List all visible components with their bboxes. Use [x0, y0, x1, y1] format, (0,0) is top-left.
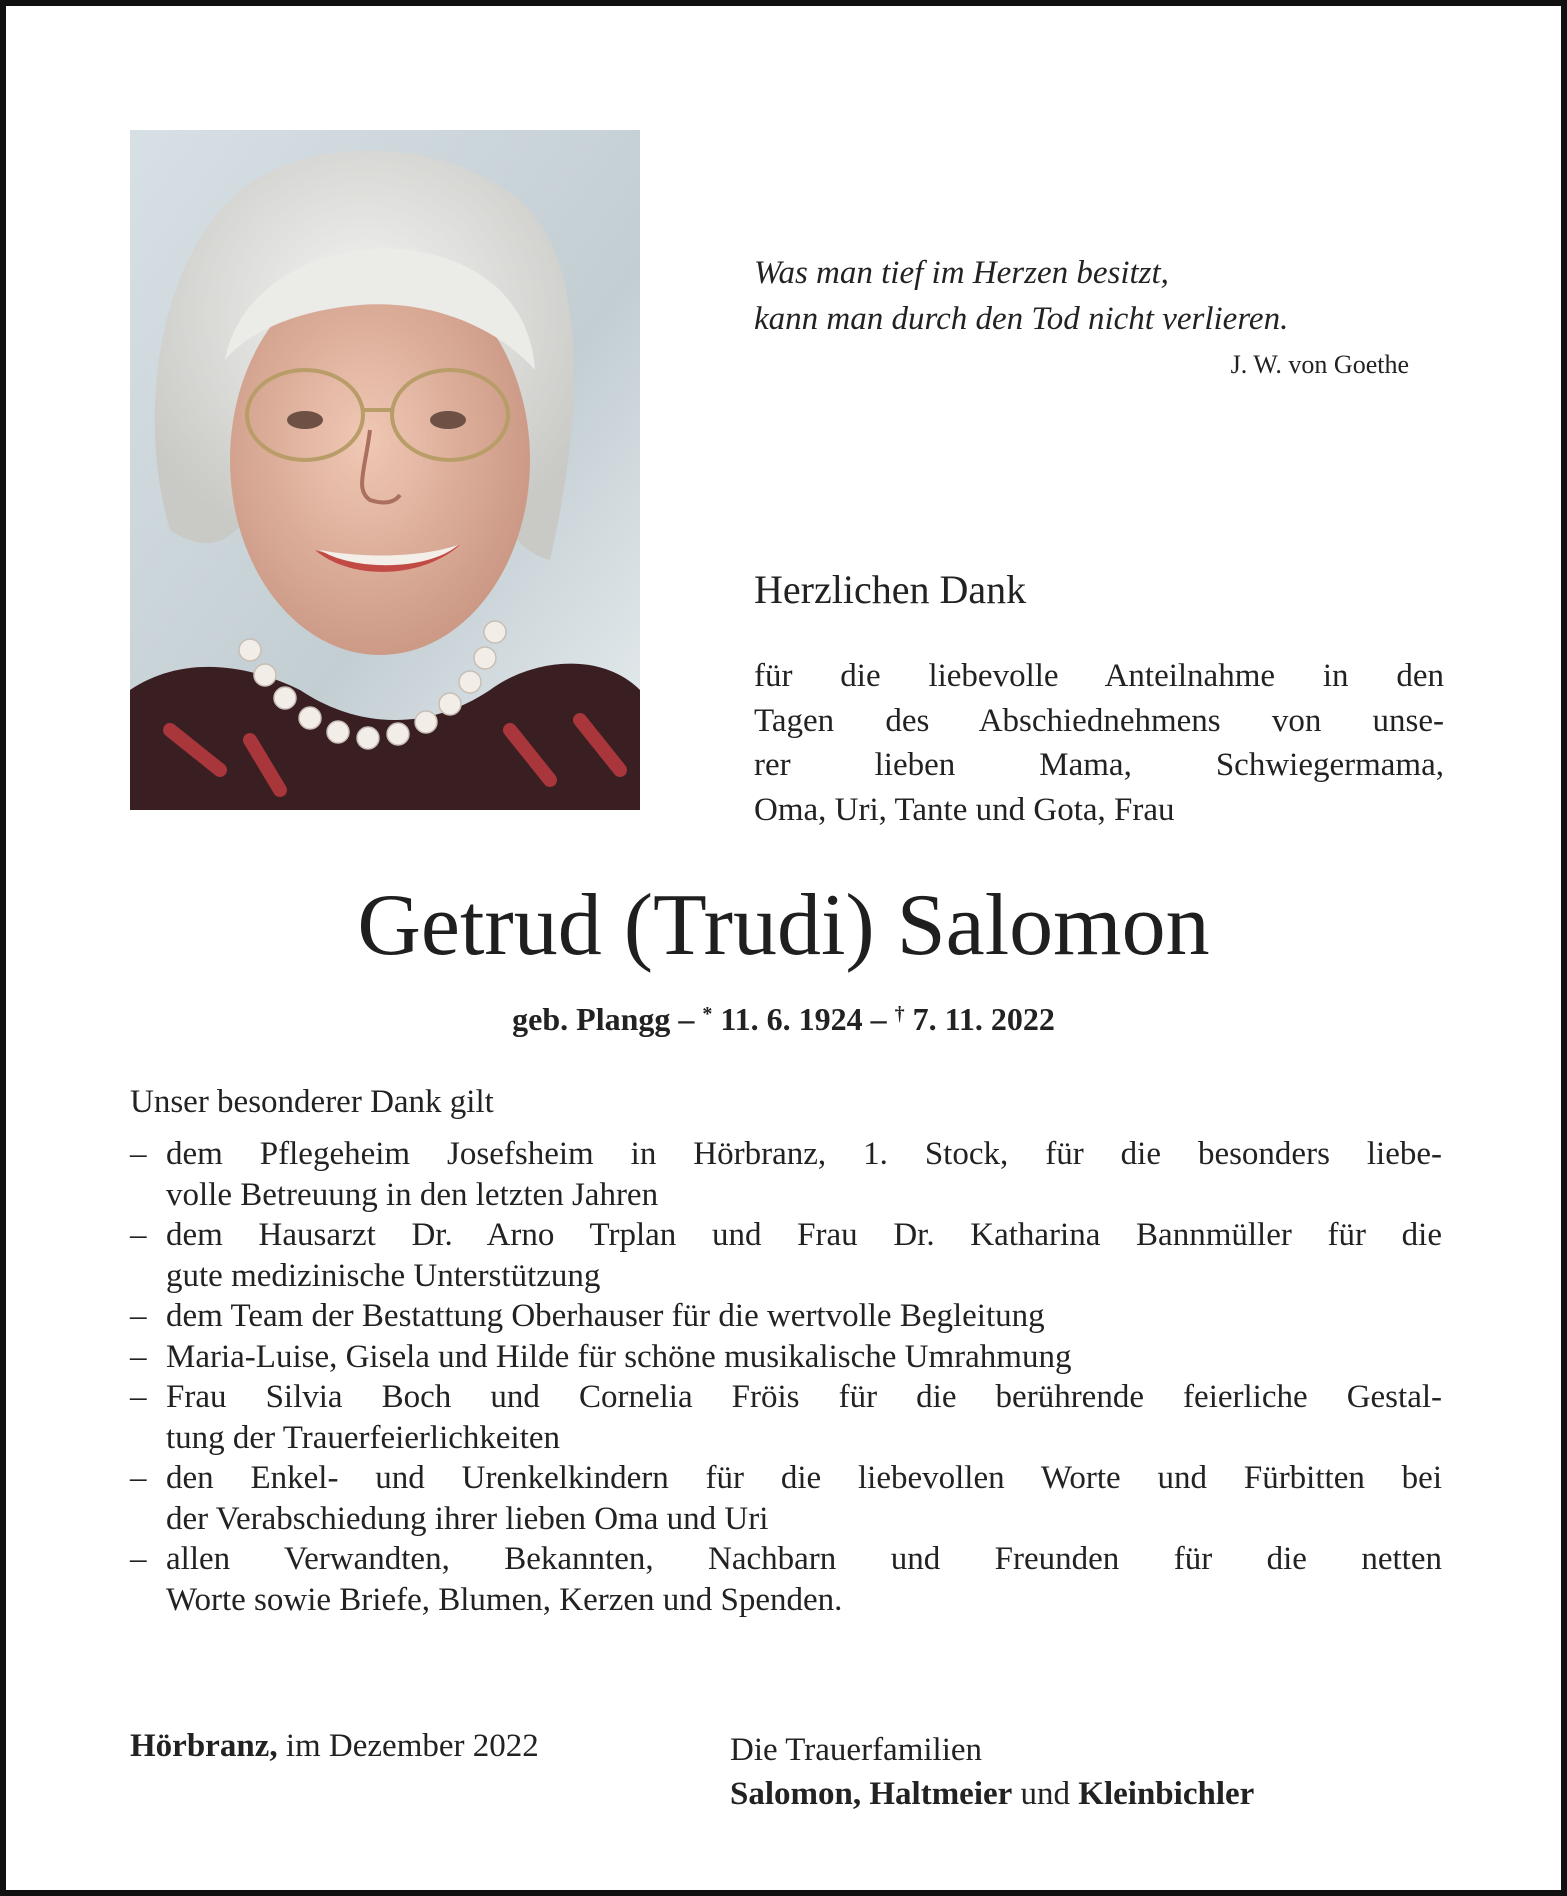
list-item [130, 1377, 1442, 1458]
list-item-line: dem Hausarzt Dr. Arno Trplan und Frau Dr. Katharina Bannmüller für die [166, 1217, 1442, 1253]
intro-line: für die liebevolle Anteilnahme in den [754, 658, 1444, 694]
intro-line: Tagen des Abschiednehmens von unse- [754, 702, 1444, 739]
place-and-date [130, 1728, 539, 1765]
list-item [130, 1337, 1442, 1378]
list-item-line: Frau Silvia Boch und Cornelia Fröis für die berührende feierliche Gestal- [166, 1379, 1442, 1415]
dash-marker: – [130, 1460, 147, 1496]
dash-marker: – [130, 1298, 147, 1334]
list-item-line: gute medizinische Unterstützung [166, 1257, 601, 1294]
list-item-line: volle Betreuung in den letzten Jahren [166, 1176, 659, 1213]
family-name-2: Kleinbichler [1078, 1776, 1255, 1812]
intro-line: Oma, Uri, Tante und Gota, Frau [754, 791, 1175, 828]
list-item [130, 1458, 1442, 1539]
list-item [130, 1296, 1442, 1337]
goethe-quote [754, 250, 1414, 342]
birth-date: 11. 6. 1924 – [712, 1001, 895, 1037]
maiden-name: geb. Plangg – [512, 1001, 703, 1037]
place-name: Hörbranz, [130, 1728, 278, 1764]
deceased-name: Getrud (Trudi) Salomon [357, 877, 1210, 974]
list-item [130, 1215, 1442, 1296]
list-item-line: allen Verwandten, Bekannten, Nachbarn und Freunden für die netten [166, 1541, 1442, 1577]
intro-paragraph [754, 654, 1444, 832]
birth-death-dates [6, 1001, 1561, 1038]
list-item [130, 1134, 1442, 1215]
mourning-families [730, 1728, 1254, 1816]
list-item-line: den Enkel- und Urenkelkindern für die liebevollen Worte und Fürbitten bei [166, 1460, 1442, 1496]
death-mark: † [894, 1003, 905, 1025]
quote-line-2: kann man durch den Tod nicht verlieren. [754, 301, 1289, 337]
death-date: 7. 11. 2022 [904, 1001, 1055, 1037]
dash-marker: – [130, 1217, 147, 1253]
list-item-line: Worte sowie Briefe, Blumen, Kerzen und Spenden. [166, 1581, 843, 1618]
family-name-1: Salomon, Haltmeier [730, 1776, 1013, 1812]
intro-line: rer lieben Mama, Schwiegermama, [754, 747, 1444, 783]
date-text: im Dezember 2022 [277, 1728, 539, 1764]
birth-mark: * [702, 1003, 713, 1025]
portrait-illustration [130, 130, 640, 810]
list-item [130, 1539, 1442, 1620]
list-item-line: der Verabschiedung ihrer lieben Oma und Uri [166, 1500, 769, 1537]
list-item-line: dem Pflegeheim Josefsheim in Hörbranz, 1. Stock, für die besonders liebe- [166, 1136, 1442, 1172]
family-names [730, 1772, 1254, 1816]
list-item-line: tung der Trauerfeierlichkeiten [166, 1419, 561, 1456]
thanks-list [130, 1134, 1442, 1620]
dash-marker: – [130, 1338, 147, 1375]
list-item-line: Maria-Luise, Gisela und Hilde für schöne musikalische Umrahmung [166, 1338, 1072, 1375]
portrait-photo [130, 130, 640, 810]
dash-marker: – [130, 1541, 147, 1577]
family-label: Die Trauerfamilien [730, 1732, 983, 1768]
thanks-intro: Unser besonderer Dank gilt [130, 1084, 494, 1120]
family-conjunction: und [1012, 1776, 1079, 1812]
quote-author: J. W. von Goethe [1230, 350, 1409, 379]
thanks-heading: Herzlichen Dank [754, 567, 1027, 612]
list-item-line: dem Team der Bestattung Oberhauser für die wertvolle Begleitung [166, 1298, 1045, 1334]
dash-marker: – [130, 1136, 147, 1172]
dash-marker: – [130, 1379, 147, 1415]
quote-line-1: Was man tief im Herzen besitzt, [754, 255, 1169, 291]
